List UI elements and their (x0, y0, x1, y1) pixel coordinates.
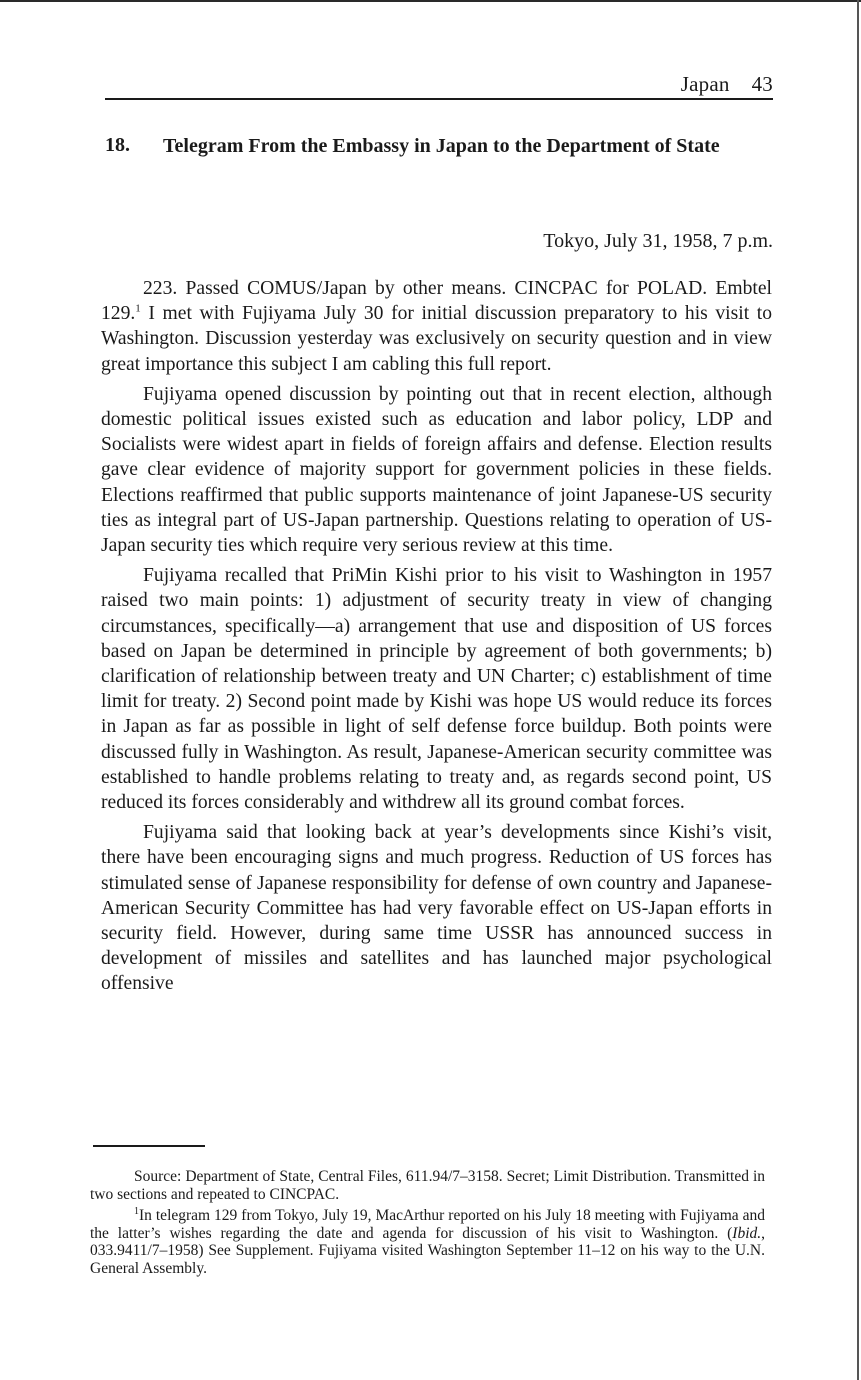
footnote-1 (90, 1207, 765, 1277)
paragraph-2: Fujiyama opened discussion by pointing out that in recent election, although domestic political issues existed such as education and labor policy, LDP and Socialists were widest apart in fields of foreign affairs and defense. Election results gave clear evidence of majority support for government policies in these fields. Elections reaffirmed that public supports maintenance of joint Japanese-US security ties as integral part of US-Japan partnership. Questions relating to operation of US-Japan security ties which require very serious review at this time. (101, 383, 772, 557)
footnotes (90, 1168, 765, 1282)
document-title: Telegram From the Embassy in Japan to the Department of State (163, 135, 720, 157)
paragraph-1-end: I met with Fujiyama July 30 for initial discussion preparatory to his visit to Washington. Discussion yesterday was exclusively on security question and in view great importance this subject I am cabling this full report. (101, 303, 772, 375)
running-head-text (681, 72, 773, 97)
source-note: Source: Department of State, Central Files, 611.94/7–3158. Secret; Limit Distribution. Transmitted in two sections and repeated to CINCPAC. (90, 1168, 765, 1203)
dateline: Tokyo, July 31, 1958, 7 p.m. (543, 230, 773, 252)
page-right-edge (857, 0, 859, 1380)
paragraph-4: Fujiyama said that looking back at year’s developments since Kishi’s visit, there have been encouraging signs and much progress. Reduction of US forces has stimulated sense of Japanese responsibility for defense of own country and Japanese-American Security Committee has had very favorable effect on US-Japan efforts in security field. However, during same time USSR has announced success in development of missiles and satellites and has launched major psychological offensive (101, 822, 772, 995)
footnote-1-ibid: Ibid. (732, 1224, 762, 1242)
paragraph-1 (101, 276, 772, 377)
page-top-edge (0, 0, 861, 2)
page-number: 43 (751, 72, 773, 96)
footnote-reference: 1 (135, 302, 141, 315)
footnote-1-text-start: In telegram 129 from Tokyo, July 19, MacArthur reported on his July 18 meeting with Fujiyama and the latter’s wishes regarding the date and agenda for discussion of his visit to Washington. ( (90, 1207, 765, 1242)
footnote-divider (93, 1145, 205, 1147)
telegram-body (101, 276, 772, 1002)
document-number: 18. (105, 134, 130, 156)
footnote-1-text-end: , 033.9411/7–1958) See Supplement. Fujiyama visited Washington September 11–12 on his way to the U.N. General Assembly. (90, 1224, 765, 1277)
paragraph-1-start: 223. Passed COMUS/Japan by other means. CINCPAC for POLAD. Embtel 129. (101, 278, 772, 325)
paragraph-3: Fujiyama recalled that PriMin Kishi prior to his visit to Washington in 1957 raised two main points: 1) adjustment of security treaty in view of changing circumstances, specifically—a) arrangement that use and disposition of US forces based on Japan be determined in principle by agreement of both governments; b) clarification of relationship between treaty and UN Charter; c) establishment of time limit for treaty. 2) Second point made by Kishi was hope US would reduce its forces in Japan as far as possible in light of self defense force buildup. Both points were discussed fully in Washington. As result, Japanese-American security committee was established to handle problems relating to treaty and, as regards second point, US reduced its forces considerably and withdrew all its ground combat forces. (101, 565, 772, 814)
footnote-1-marker: 1 (134, 1206, 139, 1218)
running-head-section: Japan (680, 72, 730, 96)
running-head (105, 72, 773, 100)
